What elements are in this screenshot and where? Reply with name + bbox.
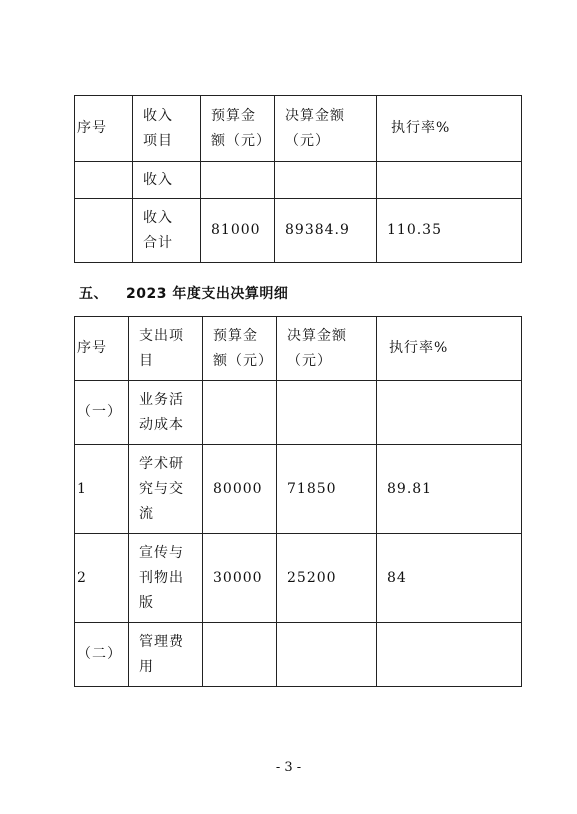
cell-budget bbox=[203, 623, 277, 687]
cell-final: 89384.9 bbox=[275, 199, 377, 263]
section-title: 2023 年度支出决算明细 bbox=[126, 286, 289, 302]
header-final: 决算金额 （元） bbox=[275, 96, 377, 162]
cell-item: 学术研 究与交 流 bbox=[129, 445, 203, 534]
header-budget: 预算金 额（元） bbox=[201, 96, 275, 162]
header-item: 收入 项目 bbox=[133, 96, 201, 162]
cell-rate bbox=[377, 162, 522, 199]
table-row bbox=[75, 162, 522, 199]
cell-rate: 84 bbox=[377, 534, 522, 623]
cell-final bbox=[277, 623, 377, 687]
cell-seq bbox=[75, 199, 133, 263]
table-header-row bbox=[75, 317, 522, 381]
table-row bbox=[75, 381, 522, 445]
cell-seq: （一） bbox=[75, 381, 129, 445]
cell-budget bbox=[203, 381, 277, 445]
header-item: 支出项 目 bbox=[129, 317, 203, 381]
cell-budget: 81000 bbox=[201, 199, 275, 263]
cell-item: 宣传与 刊物出 版 bbox=[129, 534, 203, 623]
cell-item: 业务活 动成本 bbox=[129, 381, 203, 445]
cell-final: 25200 bbox=[277, 534, 377, 623]
header-rate: 执行率% bbox=[377, 96, 522, 162]
cell-item: 管理费 用 bbox=[129, 623, 203, 687]
header-seq: 序号 bbox=[75, 317, 129, 381]
cell-final bbox=[277, 381, 377, 445]
cell-rate: 89.81 bbox=[377, 445, 522, 534]
cell-item: 收入 合计 bbox=[133, 199, 201, 263]
cell-rate bbox=[377, 381, 522, 445]
cell-rate bbox=[377, 623, 522, 687]
table-row bbox=[75, 534, 522, 623]
header-seq: 序号 bbox=[75, 96, 133, 162]
expense-table bbox=[74, 316, 522, 687]
cell-budget bbox=[201, 162, 275, 199]
section-heading bbox=[79, 283, 288, 303]
table-row bbox=[75, 623, 522, 687]
cell-budget: 80000 bbox=[203, 445, 277, 534]
cell-seq: 2 bbox=[75, 534, 129, 623]
table-row bbox=[75, 199, 522, 263]
cell-seq bbox=[75, 162, 133, 199]
section-number: 五、 bbox=[79, 286, 108, 302]
table-row bbox=[75, 445, 522, 534]
income-table bbox=[74, 95, 522, 263]
cell-rate: 110.35 bbox=[377, 199, 522, 263]
header-final: 决算金额 （元） bbox=[277, 317, 377, 381]
cell-budget: 30000 bbox=[203, 534, 277, 623]
cell-seq: （二） bbox=[75, 623, 129, 687]
cell-final bbox=[275, 162, 377, 199]
header-budget: 预算金 额（元） bbox=[203, 317, 277, 381]
cell-seq: 1 bbox=[75, 445, 129, 534]
table-header-row bbox=[75, 96, 522, 162]
cell-final: 71850 bbox=[277, 445, 377, 534]
page-number: - 3 - bbox=[275, 760, 302, 775]
cell-item: 收入 bbox=[133, 162, 201, 199]
header-rate: 执行率% bbox=[377, 317, 522, 381]
